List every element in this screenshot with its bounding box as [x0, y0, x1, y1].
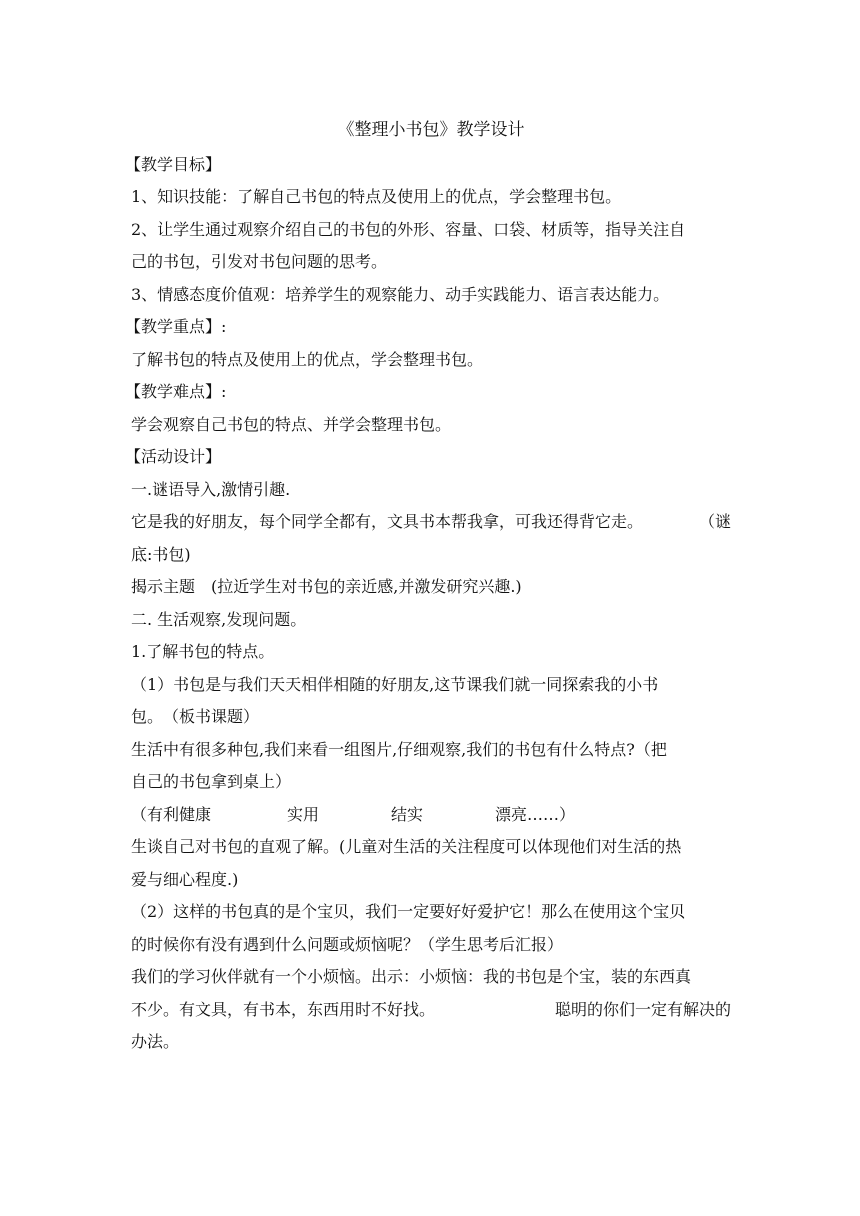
riddle-line-1 [131, 506, 731, 539]
step-2-title: 二. 生活观察,发现问题。 [131, 609, 307, 629]
sub-1-title: 1.了解书包的特点。 [131, 642, 275, 661]
goal-2-line-1: 2、让学生通过观察介绍自己的书包的外形、容量、口袋、材质等，指导关注自 [131, 219, 686, 239]
reveal-topic: 揭示主题 (拉近学生对书包的亲近感,并激发研究兴趣.) [131, 577, 522, 596]
riddle-text: 它是我的好朋友，每个同学全都有，文具书本帮我拿，可我还得背它走。 [131, 512, 644, 531]
paragraph-3-line-1: 生谈自己对书包的直观了解。(儿童对生活的关注程度可以体现他们对生活的热 [131, 837, 682, 856]
goal-1: 1、知识技能：了解自己书包的特点及使用上的优点，学会整理书包。 [131, 187, 622, 206]
document-title: 《整理小书包》教学设计 [337, 120, 525, 140]
riddle-answer-start: （谜 [698, 512, 731, 531]
feature-item: 漂亮……） [495, 804, 576, 824]
paragraph-2-line-2: 自己的书包拿到桌上） [131, 772, 292, 791]
key-points-heading: 【教学重点】: [125, 317, 227, 336]
difficulty-text: 学会观察自己书包的特点、并学会整理书包。 [131, 414, 452, 434]
feature-item: 实用 [287, 804, 320, 824]
feature-item: （有利健康 [131, 804, 212, 824]
paragraph-1-line-2: 包。 （板书课题） [131, 707, 260, 726]
difficulty-heading: 【教学难点】: [125, 382, 227, 401]
step-1-title: 一.谜语导入,激情引趣. [131, 479, 291, 499]
paragraph-5-text-left: 不少。有文具，有书本，东西用时不好找。 [131, 999, 436, 1019]
goals-heading: 【教学目标】 [125, 154, 222, 174]
paragraph-5-line-3: 办法。 [131, 1032, 180, 1051]
paragraph-1-line-1: （1）书包是与我们天天相伴相随的好朋友,这节课我们就一同探索我的小书 [131, 674, 659, 694]
paragraph-4-line-1: （2）这样的书包真的是个宝贝，我们一定要好好爱护它！那么在使用这个宝贝 [131, 902, 686, 921]
activity-heading: 【活动设计】 [125, 447, 222, 466]
paragraph-2-line-1: 生活中有很多种包,我们来看一组图片,仔细观察,我们的书包有什么特点?（把 [131, 739, 667, 759]
paragraph-3-line-2: 爱与细心程度.) [131, 869, 239, 889]
feature-item: 结实 [391, 804, 424, 824]
paragraph-4-line-2: 的时候你有没有遇到什么问题或烦恼呢？（学生思考后汇报） [131, 934, 564, 954]
riddle-line-2: 底:书包) [131, 544, 191, 564]
paragraph-5-line-2 [131, 994, 731, 1027]
features-line [131, 799, 731, 832]
goal-2-line-2: 己的书包，引发对书包问题的思考。 [131, 252, 388, 271]
key-points-text: 了解书包的特点及使用上的优点，学会整理书包。 [131, 349, 484, 369]
paragraph-5-line-1: 我们的学习伙伴就有一个小烦恼。出示：小烦恼：我的书包是个宝，装的东西真 [131, 967, 692, 986]
goal-3: 3、情感态度价值观：培养学生的观察能力、动手实践能力、语言表达能力。 [131, 284, 670, 304]
document-body [125, 114, 731, 1059]
paragraph-5-text-right: 聪明的你们一定有解决的 [554, 999, 731, 1019]
